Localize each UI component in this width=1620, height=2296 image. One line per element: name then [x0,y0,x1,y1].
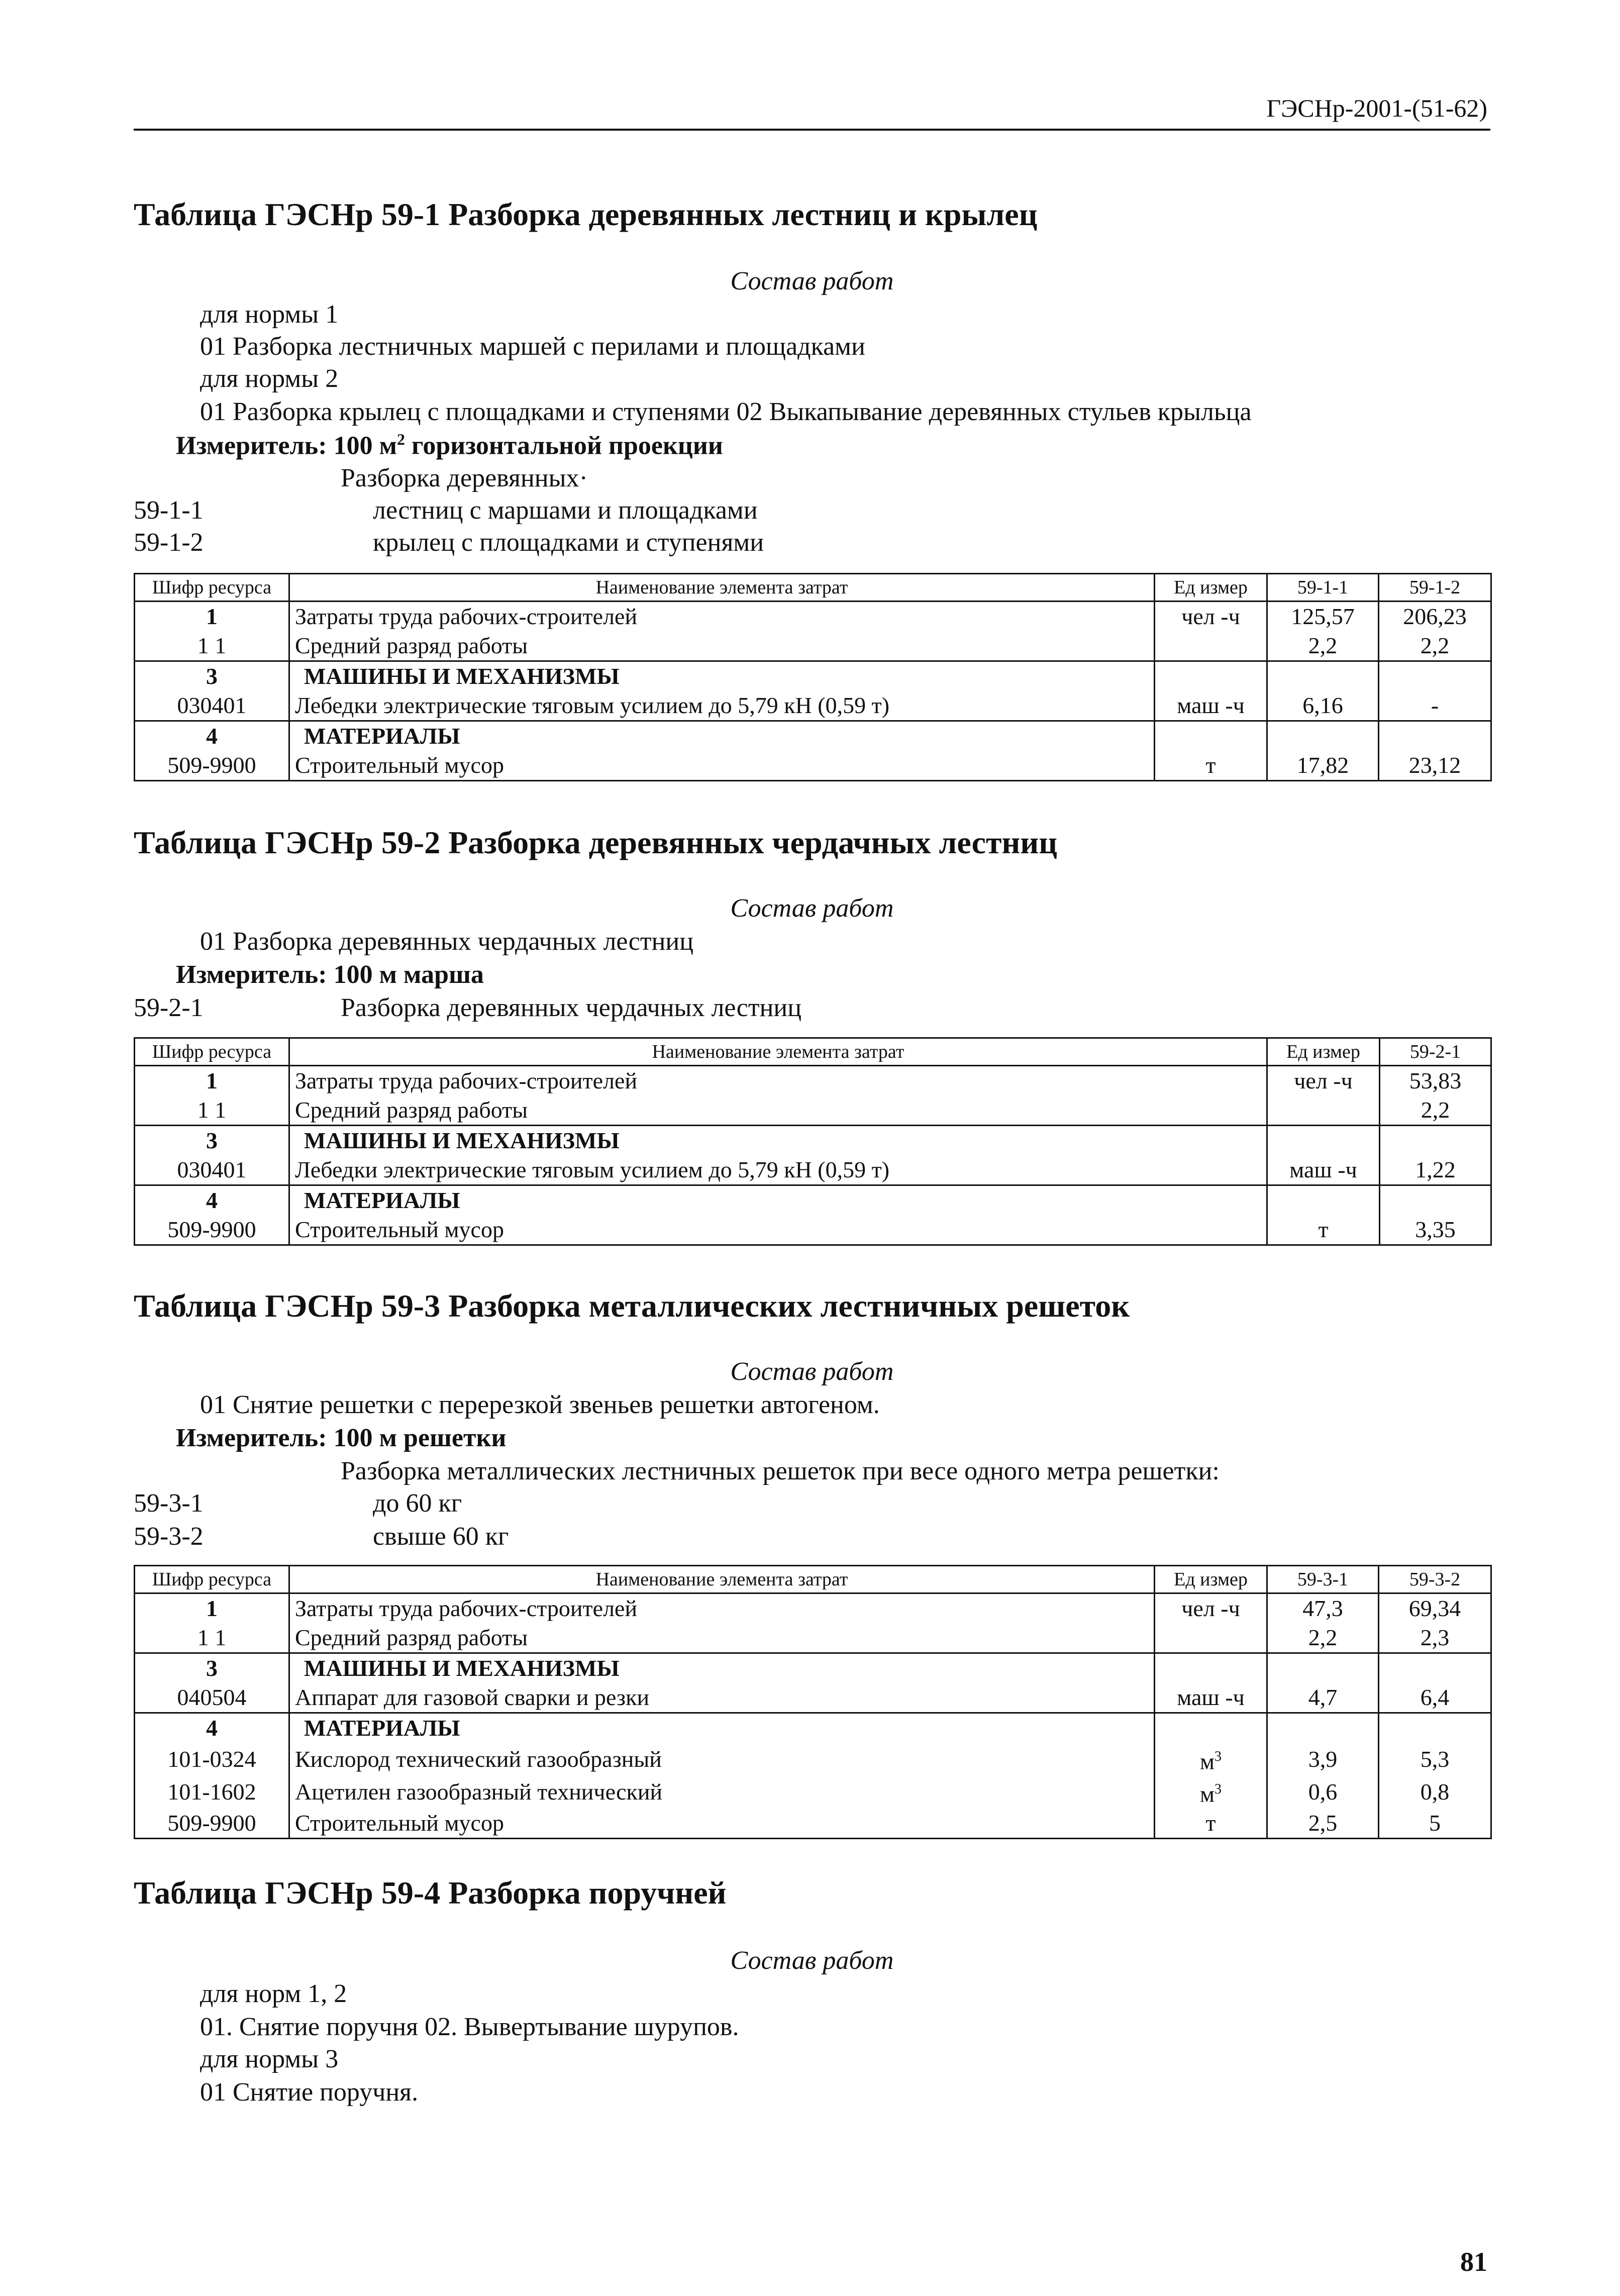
t3-measure [176,1423,506,1453]
table-59-2-title: Таблица ГЭСНр 59-2 Разборка деревянных чердачных лестниц [134,825,1058,860]
cell-value [1379,1713,1491,1743]
cell-value: 2,2 [1267,1623,1379,1653]
header-name: Наименование элемента затрат [289,1566,1155,1593]
unit-base: м [1199,1748,1215,1774]
cell-value: 6,16 [1267,691,1379,721]
cell-value: 0,8 [1379,1775,1491,1808]
cell-value: 17,82 [1267,751,1379,781]
table-59-3-title: Таблица ГЭСНр 59-3 Разборка металлических лестничных решеток [134,1288,1130,1324]
table-row [135,661,1491,691]
cell-unit: маш -ч [1267,1155,1380,1185]
cell-value [1267,661,1379,691]
cell-unit [1155,631,1267,661]
cell-unit [1267,1095,1380,1126]
page-number: 81 [1460,2247,1487,2277]
t3-measure-label: Измеритель: [176,1424,327,1452]
cell-code: 509-9900 [135,751,289,781]
table-row [135,1775,1491,1808]
cell-unit [1155,661,1267,691]
t1-measure-label: Измеритель: [176,431,327,460]
header-name: Наименование элемента затрат [289,574,1155,602]
t2-norm-code: 59-2-1 [134,993,204,1022]
cell-unit [1155,1775,1267,1808]
header-norm: 59-3-1 [1267,1566,1379,1593]
table-row [135,631,1491,661]
cell-code: 3 [135,1653,289,1683]
header-unit: Ед измер [1267,1038,1380,1066]
t3-norm-code: 59-3-1 [134,1489,204,1518]
table-header-row [135,574,1491,602]
t1-norm-intro: Разборка деревянных· [341,464,588,492]
cell-name: Аппарат для газовой сварки и резки [289,1683,1155,1713]
table-row [135,1185,1491,1216]
t1-measure-value: 100 м [333,431,397,460]
table-header-row [135,1038,1491,1066]
cell-value: 2,2 [1380,1095,1491,1126]
table-59-4-title: Таблица ГЭСНр 59-4 Разборка поручней [134,1875,727,1911]
cell-value [1267,1653,1379,1683]
cell-unit: чел -ч [1155,602,1267,632]
cell-unit [1155,1743,1267,1775]
cell-code: 1 1 [135,631,289,661]
t1-measure [176,430,723,460]
cell-code: 1 [135,1066,289,1096]
unit-exponent: 3 [1214,1781,1222,1798]
cell-code: 1 [135,1593,289,1624]
table-row [135,1623,1491,1653]
header-norm: 59-1-1 [1267,574,1379,602]
table-row [135,691,1491,721]
t2-measure-label: Измеритель: [176,960,327,989]
cell-unit [1155,1623,1267,1653]
table-row [135,1066,1491,1096]
cell-value: 125,57 [1267,602,1379,632]
cell-name: Средний разряд работы [289,631,1155,661]
cell-name: Средний разряд работы [289,1095,1267,1126]
header-unit: Ед измер [1155,1566,1267,1593]
t1-norm-text: крылец с площадками и ступенями [373,528,764,557]
table-59-1-title: Таблица ГЭСНр 59-1 Разборка деревянных лестниц и крылец [134,196,1038,232]
cell-code: 509-9900 [135,1215,289,1245]
table-row [135,1683,1491,1713]
cell-code: 101-1602 [135,1775,289,1808]
cell-name: Кислород технический газообразный [289,1743,1155,1775]
t4-work-line: для нормы 3 [200,2045,339,2073]
cell-unit [1155,1713,1267,1743]
cell-value [1380,1185,1491,1216]
cell-unit: т [1155,751,1267,781]
t3-work-line: 01 Снятие решетки с перерезкой звеньев решетки автогеном. [200,1390,880,1419]
cell-unit [1155,1653,1267,1683]
cell-name: Лебедки электрические тяговым усилием до 5,79 кН (0,59 т) [289,1155,1267,1185]
header-code: Шифр ресурса [135,574,289,602]
header-norm: 59-3-2 [1379,1566,1491,1593]
t3-norm-text: свыше 60 кг [373,1522,509,1551]
cell-name: Строительный мусор [289,751,1155,781]
table-row [135,602,1491,632]
cell-code: 4 [135,1713,289,1743]
cell-unit: т [1155,1809,1267,1839]
table-row [135,721,1491,751]
table-row [135,1095,1491,1126]
cell-code: 030401 [135,691,289,721]
t3-norm-code: 59-3-2 [134,1522,204,1551]
cell-value: 206,23 [1379,602,1491,632]
cell-unit [1267,1126,1380,1156]
cell-value: 2,2 [1267,631,1379,661]
cell-value: 23,12 [1379,751,1491,781]
t1-measure-sup: 2 [397,430,406,448]
header-code: Шифр ресурса [135,1566,289,1593]
t3-norm-text: до 60 кг [373,1489,462,1518]
t1-work-line: 01 Разборка лестничных маршей с перилами и площадками [200,332,865,361]
cell-value: 2,3 [1379,1623,1491,1653]
t1-work-line: 01 Разборка крылец с площадками и ступенями 02 Выкапывание деревянных стульев крыльца [200,397,1252,426]
cell-value: 3,35 [1380,1215,1491,1245]
cell-value: 5 [1379,1809,1491,1839]
cell-name: МАТЕРИАЛЫ [289,721,1155,751]
table-row [135,1713,1491,1743]
cell-name: МАШИНЫ И МЕХАНИЗМЫ [289,1126,1267,1156]
t1-measure-rest: горизонтальной проекции [405,431,723,460]
header-norm: 59-1-2 [1379,574,1491,602]
cell-name: Средний разряд работы [289,1623,1155,1653]
table-59-2 [134,1037,1492,1246]
cell-code: 3 [135,1126,289,1156]
header-name: Наименование элемента затрат [289,1038,1267,1066]
t2-measure-value: 100 м марша [333,960,484,989]
cell-name: МАШИНЫ И МЕХАНИЗМЫ [289,661,1155,691]
t1-work-line: для нормы 2 [200,364,339,393]
t4-work-line: для норм 1, 2 [200,1979,347,2008]
cell-name: Лебедки электрические тяговым усилием до 5,79 кН (0,59 т) [289,691,1155,721]
cell-name: МАШИНЫ И МЕХАНИЗМЫ [289,1653,1155,1683]
t2-composition-heading: Состав работ [730,894,894,923]
table-row [135,1743,1491,1775]
table-row [135,1653,1491,1683]
header-code: Шифр ресурса [135,1038,289,1066]
table-row [135,751,1491,781]
cell-code: 4 [135,1185,289,1216]
table-59-1 [134,573,1492,781]
cell-value [1267,1713,1379,1743]
cell-value: 6,4 [1379,1683,1491,1713]
cell-value: 69,34 [1379,1593,1491,1624]
table-row [135,1126,1491,1156]
table-row [135,1155,1491,1185]
t4-work-line: 01. Снятие поручня 02. Вывертывание шурупов. [200,2013,739,2041]
unit-exponent: 3 [1214,1749,1222,1764]
cell-unit: маш -ч [1155,691,1267,721]
cell-code: 1 [135,602,289,632]
cell-code: 1 1 [135,1095,289,1126]
cell-unit: т [1267,1215,1380,1245]
cell-code: 101-0324 [135,1743,289,1775]
cell-value: 53,83 [1380,1066,1491,1096]
table-header-row [135,1566,1491,1593]
cell-code: 030401 [135,1155,289,1185]
table-row [135,1809,1491,1839]
t4-work-line: 01 Снятие поручня. [200,2078,419,2107]
t3-measure-value: 100 м решетки [333,1424,507,1452]
t1-norm-text: лестниц с маршами и площадками [373,496,758,525]
cell-unit [1267,1185,1380,1216]
cell-value: - [1379,691,1491,721]
cell-unit: чел -ч [1155,1593,1267,1624]
cell-code: 040504 [135,1683,289,1713]
document-code: ГЭСНр-2001-(51-62) [1266,94,1487,122]
table-row [135,1593,1491,1624]
cell-unit [1155,721,1267,751]
unit-base: м [1199,1781,1215,1807]
cell-unit: маш -ч [1155,1683,1267,1713]
cell-code: 3 [135,661,289,691]
t4-composition-heading: Состав работ [730,1946,894,1975]
cell-unit: чел -ч [1267,1066,1380,1096]
cell-value: 1,22 [1380,1155,1491,1185]
cell-code: 1 1 [135,1623,289,1653]
cell-name: Затраты труда рабочих-строителей [289,1593,1155,1624]
cell-name: Затраты труда рабочих-строителей [289,602,1155,632]
cell-value [1379,1653,1491,1683]
table-row [135,1215,1491,1245]
cell-value [1379,661,1491,691]
t1-work-line: для нормы 1 [200,300,339,329]
t3-composition-heading: Состав работ [730,1357,894,1386]
cell-name: МАТЕРИАЛЫ [289,1185,1267,1216]
t3-norm-intro: Разборка металлических лестничных решеток при весе одного метра решетки: [341,1457,1220,1485]
cell-name: Затраты труда рабочих-строителей [289,1066,1267,1096]
t1-norm-code: 59-1-2 [134,528,204,557]
cell-value: 0,6 [1267,1775,1379,1808]
cell-value: 47,3 [1267,1593,1379,1624]
cell-value [1379,721,1491,751]
cell-value [1380,1126,1491,1156]
header-rule [134,129,1490,131]
cell-name: Строительный мусор [289,1215,1267,1245]
cell-name: МАТЕРИАЛЫ [289,1713,1155,1743]
cell-value [1267,721,1379,751]
t1-norm-code: 59-1-1 [134,496,204,525]
cell-name: Ацетилен газообразный технический [289,1775,1155,1808]
cell-code: 4 [135,721,289,751]
table-59-3 [134,1565,1492,1839]
header-norm: 59-2-1 [1380,1038,1491,1066]
cell-value: 4,7 [1267,1683,1379,1713]
t1-composition-heading: Состав работ [730,267,894,295]
cell-value: 2,2 [1379,631,1491,661]
header-unit: Ед измер [1155,574,1267,602]
t2-measure [176,960,484,989]
cell-value: 2,5 [1267,1809,1379,1839]
t2-norm-text: Разборка деревянных чердачных лестниц [341,993,802,1022]
cell-name: Строительный мусор [289,1809,1155,1839]
t2-work-line: 01 Разборка деревянных чердачных лестниц [200,927,694,956]
cell-value: 5,3 [1379,1743,1491,1775]
cell-code: 509-9900 [135,1809,289,1839]
cell-value: 3,9 [1267,1743,1379,1775]
